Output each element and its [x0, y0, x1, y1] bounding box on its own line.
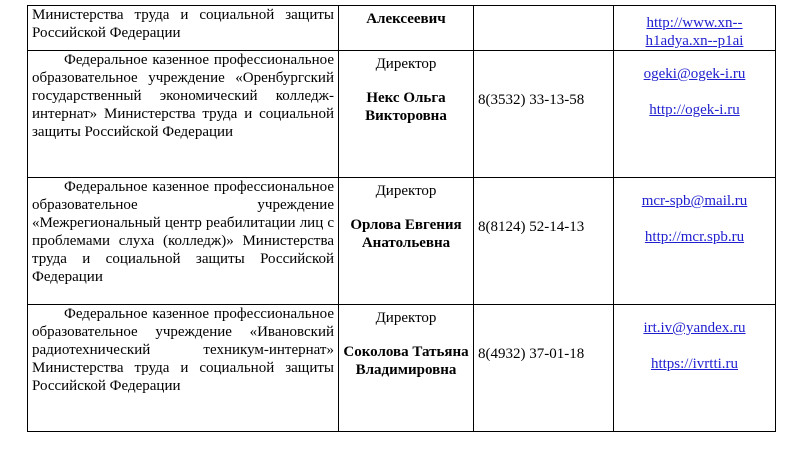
head-name: Соколова Татьяна Владимировна	[343, 344, 469, 378]
head-cell	[339, 305, 474, 432]
phone-cell	[474, 6, 614, 51]
email-link[interactable]: irt.iv@yandex.ru	[643, 320, 746, 336]
phone-number: 8(8124) 52-14-13	[478, 219, 585, 235]
head-position: Директор	[375, 310, 437, 326]
contacts-cell	[614, 6, 776, 51]
phone-cell	[474, 178, 614, 305]
head-name: Алексеевич	[366, 11, 446, 27]
table-row	[28, 305, 776, 432]
organization-name: Министерства труда и социальной защиты Российской Федерации	[32, 7, 334, 41]
phone-cell	[474, 51, 614, 178]
head-name: Некс Ольга Викторовна	[365, 90, 447, 124]
organization-cell	[28, 305, 339, 432]
table-row	[28, 51, 776, 178]
head-cell	[339, 6, 474, 51]
institutions-table	[27, 5, 776, 432]
website-link[interactable]: http://ogek-i.ru	[649, 102, 740, 118]
head-name: Орлова Евгения Анатольевна	[350, 217, 462, 251]
phone-number: 8(4932) 37-01-18	[478, 346, 585, 362]
organization-name: Федеральное казенное профессиональное образовательное учреждение «Ивановский радиотехнический техникум-интернат» Министерства труда и социальной защиты Российской Федерации	[32, 306, 334, 394]
phone-cell	[474, 305, 614, 432]
email-link[interactable]: mcr-spb@mail.ru	[641, 193, 748, 209]
contacts-cell	[614, 51, 776, 178]
organization-cell	[28, 6, 339, 51]
organization-name: Федеральное казенное профессиональное образовательное учреждение «Межрегиональный центр реабилитации лиц с проблемами слуха (колледж)» Министерства труда и социальной защиты Российской Федерации	[32, 179, 334, 285]
website-link[interactable]: https://ivrtti.ru	[650, 356, 739, 372]
website-link[interactable]: http://www.xn--h1adya.xn--p1ai	[645, 15, 744, 49]
email-link[interactable]: ogeki@ogek-i.ru	[643, 66, 746, 82]
contacts-cell	[614, 305, 776, 432]
table-row	[28, 6, 776, 51]
website-link[interactable]: http://mcr.spb.ru	[644, 229, 745, 245]
phone-number: 8(3532) 33-13-58	[478, 92, 585, 108]
organization-cell	[28, 51, 339, 178]
contacts-cell	[614, 178, 776, 305]
organization-name: Федеральное казенное профессиональное образовательное учреждение «Оренбургский государственный экономический колледж-интернат» Министерства труда и социальной защиты Российской Федерации	[32, 52, 334, 140]
head-cell	[339, 178, 474, 305]
organization-cell	[28, 178, 339, 305]
head-position: Директор	[375, 183, 437, 199]
head-cell	[339, 51, 474, 178]
table-row	[28, 178, 776, 305]
head-position: Директор	[375, 56, 437, 72]
